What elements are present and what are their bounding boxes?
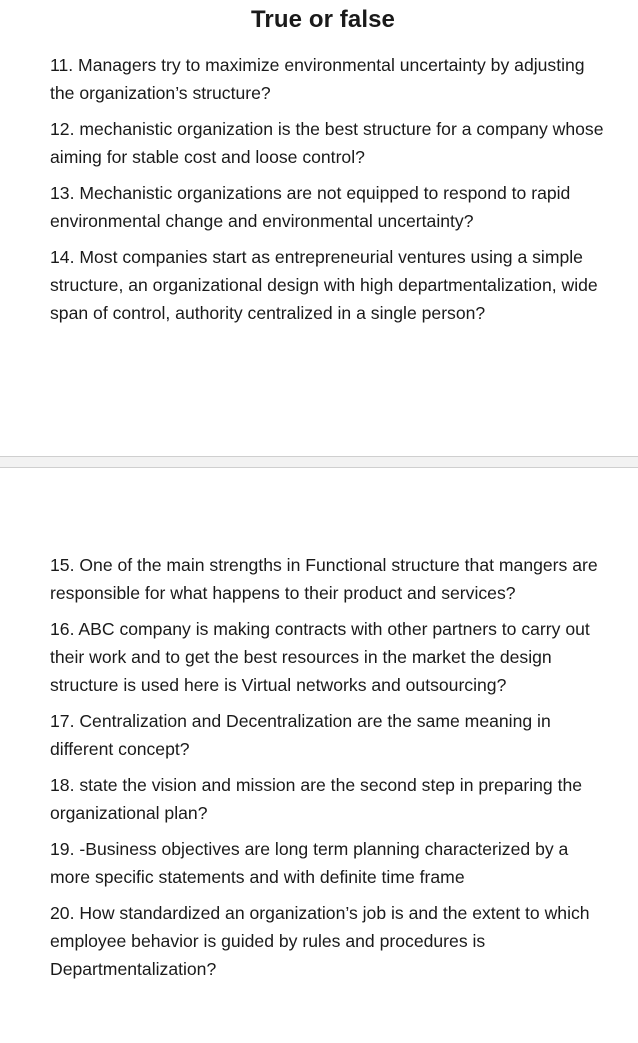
question-14: 14. Most companies start as entrepreneurial ventures using a simple structure, an organizational design with high departmentalization, wide span of control, authority centralized in a single person? xyxy=(50,247,598,323)
question-20: 20. How standardized an organization’s job is and the extent to which employee behavior is guided by rules and procedures is Departmentalization? xyxy=(50,903,590,979)
question-19: 19. -Business objectives are long term planning characterized by a more specific statements and with definite time frame xyxy=(50,839,569,887)
question-15: 15. One of the main strengths in Functional structure that mangers are responsible for what happens to their product and services? xyxy=(50,555,598,603)
question-11: 11. Managers try to maximize environmental uncertainty by adjusting the organization’s structure? xyxy=(50,55,585,103)
question-16: 16. ABC company is making contracts with other partners to carry out their work and to get the best resources in the market the design structure is used here is Virtual networks and outsourcing? xyxy=(50,619,590,695)
page-1 xyxy=(0,0,638,456)
question-12: 12. mechanistic organization is the best structure for a company whose aiming for stable cost and loose control? xyxy=(50,119,604,167)
question-list-page-1 xyxy=(50,51,605,335)
question-13: 13. Mechanistic organizations are not equipped to respond to rapid environmental change and environmental uncertainty? xyxy=(50,183,571,231)
page-divider xyxy=(0,456,638,468)
question-17: 17. Centralization and Decentralization are the same meaning in different concept? xyxy=(50,711,551,759)
question-18: 18. state the vision and mission are the second step in preparing the organizational plan? xyxy=(50,775,583,823)
question-list-page-2 xyxy=(50,551,605,991)
page-title: True or false xyxy=(250,6,396,33)
